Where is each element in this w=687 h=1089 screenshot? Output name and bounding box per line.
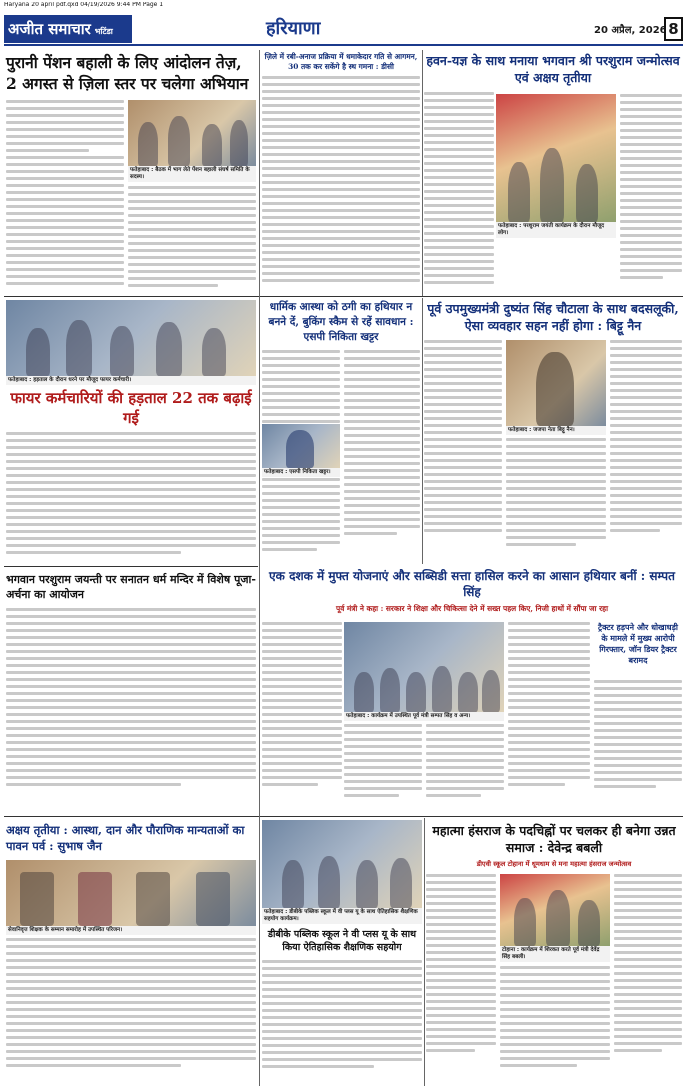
article-body-chautala-3 [610,340,682,562]
photo-hansraj [500,874,610,946]
article-body-dharmik-3 [344,350,420,562]
photo-bittu-nain [506,340,606,426]
subhead-hansraj: डीएवी स्कूल टोहाना में धूमधाम से मना महात्मा हंसराज जन्मोत्सव [476,860,632,868]
headline-wheat: ज़िले में रबी-अनाज प्रक्रिया में धमाकेदार गति से आगमन, 30 तक कर सकेंगे है स्थ गमना : डीसी [264,52,418,71]
caption-pension: फतेहाबाद : बैठक में भाग लेते पेंशन बहाली संघर्ष समिति के सदस्य। [128,166,256,182]
logo-text: अजीत समाचार [8,20,91,38]
photo-fire-strike [6,300,256,376]
caption-hansraj: टोहाना : कार्यक्रम में शिरकत करते पूर्व मंत्री देवेंद्र सिंह बबली। [500,946,610,962]
headline-hansraj: महात्मा हंसराज के पदचिह्नों पर चलकर ही बनेगा उन्नत समाज : देवेन्द्र बबली [432,823,676,855]
article-body-sampat [262,622,342,812]
article-body-havan-2 [620,94,682,292]
article-body-havan [424,92,494,292]
article-body-tractor [594,680,682,812]
photo-sampat-event [344,622,504,712]
column-rule [259,50,260,1086]
article-body-hansraj-3 [614,874,682,1082]
article-body-hansraj-2 [500,966,610,1082]
column-rule [422,50,423,296]
photo-pension-meeting [128,100,256,166]
headline-chautala: पूर्व उपमुख्यमंत्री दुष्यंत सिंह चौटाला के साथ बदसलूकी, ऐसा व्यवहार सहन नहीं होगा : बिट्टू नैन [427,301,679,333]
article-body-temple [6,608,256,808]
article-body-sampat-2 [344,724,422,812]
article-body-chautala [424,340,502,562]
print-slug: Haryana 20 april pdf.qxd 04/19/2026 9:44 PM Page 1 [4,2,164,8]
section-title: हरियाणा [266,18,321,39]
divider-2 [4,566,258,567]
photo-dbk-school [262,820,422,908]
article-body-wheat [262,76,420,292]
edition-city: भटिंडा [94,26,113,36]
article-body-pension-2 [128,186,256,292]
headline-akshaya: अक्षय तृतीया : आस्था, दान और पौराणिक मान्यताओं का पावन पर्व : सुभाष जैन [6,823,245,853]
caption-sampat: फतेहाबाद : कार्यक्रम में उपस्थित पूर्व मंत्री सम्पत सिंह व अन्य। [344,712,504,721]
column-rule [424,818,425,1086]
headline-dharmik: धार्मिक आस्था को ठगी का हथियार न बनने दें, बुकिंग स्कैम से रहें सावधान : एसपी निकिता खट्टर [268,301,414,343]
caption-sp: फतेहाबाद : एसपी निकिता खट्टर। [262,468,340,477]
headline-sampat: एक दशक में मुफ्त योजनाएं और सब्सिडी सत्ता हासिल करने का आसान हथियार बनीं : सम्पत सिंह [269,569,675,599]
subhead-sampat: पूर्व मंत्री ने कहा : सरकार ने शिक्षा और चिकित्सा देने में सख्त पहल किए, निजी हाथों में सौंपा जा रहा [336,604,608,613]
masthead [4,14,683,46]
caption-fire: फतेहाबाद : हड़ताल के दौरान धरने पर मौजूद फायर कर्मचारी। [6,376,256,385]
article-body-fire [6,432,256,562]
caption-akshaya: सेवानिवृत्त शिक्षक के सम्मान समारोह में उपस्थित परिजन। [6,926,256,935]
article-body-dharmik-2 [262,478,340,562]
headline-havan: हवन-यज्ञ के साथ मनाया भगवान श्री परशुराम जन्मोत्सव एवं अक्षय तृतीया [426,53,680,85]
article-body-hansraj [426,874,496,1082]
caption-dbk: फतेहाबाद : डीबीके पब्लिक स्कूल में वी प्लस यू के साथ ऐतिहासिक शैक्षणिक सहयोग कार्यक्रम। [262,908,422,924]
article-body-sampat-4 [508,622,590,812]
headline-temple: भगवान परशुराम जयन्ती पर सनातन धर्म मन्दिर में विशेष पूजा-अर्चना का आयोजन [6,573,256,601]
headline-fire: फायर कर्मचारियों की हड़ताल 22 तक बढ़ाई गई [10,389,252,427]
headline-tractor: ट्रैक्टर हड़पने और धोखाधड़ी के मामले में मुख्य आरोपी गिरफ्तार, जॉन डियर ट्रैक्टर बरामद [598,622,678,665]
article-body-chautala-2 [506,438,606,562]
caption-bittu: फतेहाबाद : जजपा नेता बिट्टू नैन। [506,426,606,435]
newspaper-logo [4,15,132,43]
article-body-pension [6,100,124,292]
divider-3 [4,816,683,817]
article-body-sampat-3 [426,724,504,812]
article-body-akshaya [6,938,256,1082]
article-body-dbk [262,960,422,1082]
caption-havan: फतेहाबाद : परशुराम जयंती कार्यक्रम के दौरान मौजूद लोग। [496,222,616,238]
photo-akshaya [6,860,256,926]
column-rule [422,298,423,564]
photo-havan [496,94,616,222]
divider-1 [4,296,683,297]
issue-date: 20 अप्रैल, 2026 [594,25,667,36]
headline-dbk: डीबीके पब्लिक स्कूल ने वी प्लस यू के साथ किया ऐतिहासिक शैक्षणिक सहयोग [267,929,417,953]
photo-sp [262,424,340,468]
page-number: 8 [664,17,683,41]
headline-pension: पुरानी पेंशन बहाली के लिए आंदोलन तेज़, 2 अगस्त से ज़िला स्तर पर चलेगा अभियान [6,53,249,93]
